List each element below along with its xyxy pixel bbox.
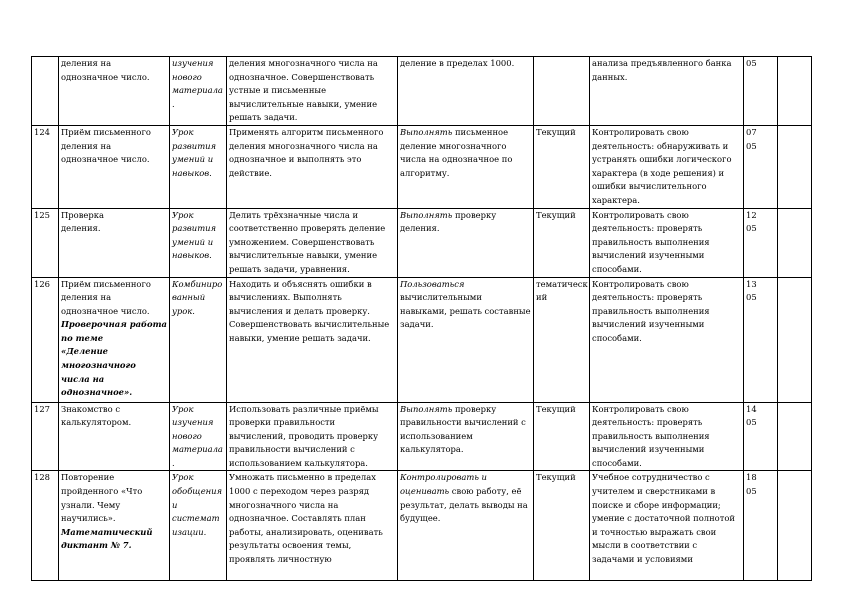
table-row xyxy=(32,208,812,277)
empty-cell xyxy=(778,125,812,208)
topic-line: калькулятором. xyxy=(61,417,132,428)
uud-cell xyxy=(590,402,744,471)
lesson-type-cell xyxy=(170,471,227,581)
lesson-type-line: изучения xyxy=(172,58,214,68)
content-line: проверки правильности xyxy=(229,417,336,428)
date-cell xyxy=(744,471,778,581)
uud-line: Контролировать свою xyxy=(592,126,689,137)
activity-segment: Выполнять xyxy=(400,126,453,137)
lesson-number-cell: 128 xyxy=(32,471,59,581)
content-line: однозначное и выполнять это xyxy=(229,154,362,165)
empty-cell xyxy=(778,208,812,277)
control-type-cell: Текущий xyxy=(534,208,590,277)
uud-line: правильность выполнения xyxy=(592,236,710,247)
uud-cell xyxy=(590,125,744,208)
table-body xyxy=(32,57,812,581)
lesson-number-cell: 124 xyxy=(32,125,59,208)
lesson-type-line: изации. xyxy=(172,526,207,537)
topic-line: Приём письменного xyxy=(61,126,151,137)
lesson-type-line: обобщения xyxy=(172,486,223,497)
topic-line: однозначное». xyxy=(61,387,133,398)
lesson-type-line: нового xyxy=(172,71,202,82)
student-activity-cell xyxy=(398,471,534,581)
topic-line: однозначное число. xyxy=(61,305,150,316)
lesson-type-cell xyxy=(170,125,227,208)
uud-line: Контролировать свою xyxy=(592,278,689,289)
lesson-type-line: Урок xyxy=(172,403,194,414)
topic-line: деления. xyxy=(61,223,101,234)
topic-line: деления на xyxy=(61,292,112,303)
lesson-type-cell xyxy=(170,277,227,402)
uud-cell xyxy=(590,57,744,126)
empty-cell xyxy=(778,402,812,471)
content-line: Делить трёхзначные числа и xyxy=(229,209,359,220)
topic-line: Знакомство с xyxy=(61,403,121,414)
date-line: 05 xyxy=(746,223,757,234)
content-elements-cell xyxy=(227,125,398,208)
topic-line: Приём письменного xyxy=(61,278,151,289)
uud-line: деятельность: обнаруживать и xyxy=(592,140,729,151)
lesson-type-cell xyxy=(170,208,227,277)
lesson-topic-cell xyxy=(59,57,170,126)
content-elements-cell xyxy=(227,402,398,471)
content-line: правильности вычислений с xyxy=(229,444,355,455)
date-line: 13 xyxy=(746,278,757,289)
content-line: вычислительные навыки, умение xyxy=(229,250,378,261)
control-type-cell: Текущий xyxy=(534,402,590,471)
student-activity-cell xyxy=(398,125,534,208)
date-cell xyxy=(744,277,778,402)
uud-cell xyxy=(590,277,744,402)
uud-line: способами. xyxy=(592,457,642,468)
lesson-topic-cell xyxy=(59,471,170,581)
content-line: использованием калькулятора. xyxy=(229,457,368,468)
topic-line: Проверочная работа xyxy=(61,319,167,330)
content-line: 1000 с переходом через разряд xyxy=(229,486,370,497)
date-line: 05 xyxy=(746,140,757,151)
uud-line: деятельность: проверять xyxy=(592,223,703,234)
table-row xyxy=(32,57,812,126)
uud-line: характера (в ходе решения) и xyxy=(592,167,725,178)
uud-line: умение с достаточной полнотой xyxy=(592,513,735,524)
content-line: умножением. Совершенствовать xyxy=(229,236,375,247)
date-cell xyxy=(744,402,778,471)
lesson-type-line: . xyxy=(172,98,175,109)
content-line: деления многозначного числа на xyxy=(229,140,378,151)
activity-segment: вычислительными навыками, решать составные задачи. xyxy=(400,292,531,330)
control-type-cell: Текущий xyxy=(534,125,590,208)
uud-line: способами. xyxy=(592,332,642,343)
lesson-type-line: умений и xyxy=(172,154,214,165)
topic-line: деления на xyxy=(61,58,112,68)
uud-line: анализа предъявленного банка xyxy=(592,58,732,68)
lesson-topic-cell xyxy=(59,402,170,471)
date-line: 14 xyxy=(746,403,757,414)
lesson-type-line: системат xyxy=(172,513,220,524)
lesson-type-line: Урок xyxy=(172,209,194,220)
topic-line: научились». xyxy=(61,513,116,524)
activity-segment: свою работу, её результат, делать выводы на будущее. xyxy=(400,486,528,524)
activity-segment: проверку правильности вычислений с использованием калькулятора. xyxy=(400,403,526,455)
activity-segment: Контролировать и оценивать xyxy=(400,472,487,497)
content-line: Использовать различные приёмы xyxy=(229,403,379,414)
lesson-number-cell xyxy=(32,57,59,126)
content-line: результаты освоения темы, xyxy=(229,540,352,551)
student-activity-cell xyxy=(398,57,534,126)
content-line: Применять алгоритм письменного xyxy=(229,126,384,137)
uud-line: задачами и условиями xyxy=(592,554,693,565)
date-line: 05 xyxy=(746,58,757,68)
student-activity-cell xyxy=(398,402,534,471)
activity-segment: Выполнять xyxy=(400,209,453,220)
content-line: Совершенствовать вычислительные xyxy=(229,319,390,330)
content-line: деления многозначного числа на xyxy=(229,58,378,68)
uud-line: деятельность: проверять xyxy=(592,292,703,303)
uud-line: характера. xyxy=(592,194,640,205)
topic-line: числа на xyxy=(61,373,105,384)
content-line: однозначное. Совершенствовать xyxy=(229,71,375,82)
lesson-type-line: навыков. xyxy=(172,167,212,178)
content-elements-cell xyxy=(227,57,398,126)
topic-line: «Деление xyxy=(61,346,108,357)
lesson-plan-table xyxy=(31,56,812,581)
uud-line: Учебное сотрудничество с xyxy=(592,472,710,483)
topic-line: однозначное число. xyxy=(61,154,150,165)
lesson-type-line: умений и xyxy=(172,236,214,247)
date-line: 07 xyxy=(746,126,757,137)
lesson-topic-cell xyxy=(59,277,170,402)
content-elements-cell xyxy=(227,208,398,277)
topic-line: однозначное число. xyxy=(61,71,150,82)
lesson-type-line: материала xyxy=(172,444,223,455)
content-line: решать задачи, уравнения. xyxy=(229,263,350,274)
lesson-number-cell: 126 xyxy=(32,277,59,402)
table-row xyxy=(32,471,812,581)
lesson-type-line: Урок xyxy=(172,472,194,483)
lesson-type-line: ванный xyxy=(172,292,206,303)
lesson-type-line: и xyxy=(172,499,178,510)
lesson-type-line: материала xyxy=(172,85,223,96)
date-cell xyxy=(744,57,778,126)
uud-line: поиске и сборе информации; xyxy=(592,499,721,510)
uud-line: и точностью выражать свои xyxy=(592,526,717,537)
lesson-type-line: . xyxy=(172,457,175,468)
topic-line: Математический xyxy=(61,526,153,537)
lesson-topic-cell xyxy=(59,125,170,208)
empty-cell xyxy=(778,471,812,581)
table-row xyxy=(32,402,812,471)
content-line: вычислительные навыки, умение xyxy=(229,98,378,109)
lesson-type-cell xyxy=(170,57,227,126)
activity-segment: Пользоваться xyxy=(400,278,465,289)
date-line: 05 xyxy=(746,417,757,428)
content-line: Умножать письменно в пределах xyxy=(229,472,376,483)
topic-line: по теме xyxy=(61,332,104,343)
date-cell xyxy=(744,208,778,277)
lesson-type-line: Урок xyxy=(172,126,194,137)
uud-line: вычислений изученными xyxy=(592,319,705,330)
lesson-type-cell xyxy=(170,402,227,471)
topic-line: деления на xyxy=(61,140,112,151)
empty-cell xyxy=(778,277,812,402)
uud-line: вычислений изученными xyxy=(592,444,705,455)
uud-line: правильность выполнения xyxy=(592,430,710,441)
table-row xyxy=(32,125,812,208)
content-line: вычислениях. Выполнять xyxy=(229,292,342,303)
control-type-cell xyxy=(534,57,590,126)
empty-cell xyxy=(778,57,812,126)
content-line: проявлять личностную xyxy=(229,554,332,565)
uud-line: Контролировать свою xyxy=(592,403,689,414)
topic-line: многозначного xyxy=(61,360,136,371)
lesson-type-line: навыков. xyxy=(172,250,212,261)
lesson-type-line: Комбиниро xyxy=(172,278,223,289)
content-line: соответственно проверять деление xyxy=(229,223,386,234)
content-line: вычисления и делать проверку. xyxy=(229,305,370,316)
date-line: 18 xyxy=(746,472,757,483)
lesson-number-cell: 127 xyxy=(32,402,59,471)
topic-line: узнали. Чему xyxy=(61,499,121,510)
activity-segment: деление в пределах 1000. xyxy=(400,58,515,68)
content-line: навыки, умение решать задачи. xyxy=(229,332,371,343)
lesson-type-line: урок. xyxy=(172,305,195,316)
content-line: действие. xyxy=(229,167,272,178)
date-cell xyxy=(744,125,778,208)
date-line: 05 xyxy=(746,486,757,497)
lesson-type-line: развития xyxy=(172,140,217,151)
uud-line: вычислений изученными xyxy=(592,250,705,261)
uud-line: устранять ошибки логического xyxy=(592,154,732,165)
uud-line: мысли в соответствии с xyxy=(592,540,698,551)
topic-line: Повторение xyxy=(61,472,115,483)
content-line: многозначного числа на xyxy=(229,499,339,510)
date-line: 12 xyxy=(746,209,757,220)
uud-line: правильность выполнения xyxy=(592,305,710,316)
uud-line: данных. xyxy=(592,71,628,82)
activity-segment: Выполнять xyxy=(400,403,453,414)
lesson-number-cell: 125 xyxy=(32,208,59,277)
uud-line: способами. xyxy=(592,263,642,274)
topic-line: Проверка xyxy=(61,209,104,220)
topic-line: диктант № 7. xyxy=(61,540,132,551)
content-line: вычислений, проводить проверку xyxy=(229,430,379,441)
content-line: однозначное. Составлять план xyxy=(229,513,366,524)
date-line: 05 xyxy=(746,292,757,303)
activity-segment: проверку деления. xyxy=(400,209,497,234)
content-elements-cell xyxy=(227,277,398,402)
lesson-type-line: развития xyxy=(172,223,217,234)
table-row xyxy=(32,277,812,402)
uud-cell xyxy=(590,208,744,277)
topic-line: пройденного «Что xyxy=(61,486,143,497)
uud-line: деятельность: проверять xyxy=(592,417,703,428)
uud-line: ошибки вычислительного xyxy=(592,181,707,192)
content-line: работы, анализировать, оценивать xyxy=(229,526,383,537)
activity-segment: письменное деление многозначного числа на однозначное по алгоритму. xyxy=(400,126,513,178)
control-type-cell: Текущий xyxy=(534,471,590,581)
uud-line: учителем и сверстниками в xyxy=(592,486,716,497)
lesson-type-line: изучения xyxy=(172,417,214,428)
content-line: устные и письменные xyxy=(229,85,327,96)
content-elements-cell xyxy=(227,471,398,581)
content-line: Находить и объяснять ошибки в xyxy=(229,278,372,289)
lesson-type-line: нового xyxy=(172,430,202,441)
student-activity-cell xyxy=(398,208,534,277)
control-type-cell: тематическ ий xyxy=(534,277,590,402)
uud-line: Контролировать свою xyxy=(592,209,689,220)
uud-cell xyxy=(590,471,744,581)
lesson-topic-cell xyxy=(59,208,170,277)
content-line: решать задачи. xyxy=(229,112,298,123)
student-activity-cell xyxy=(398,277,534,402)
